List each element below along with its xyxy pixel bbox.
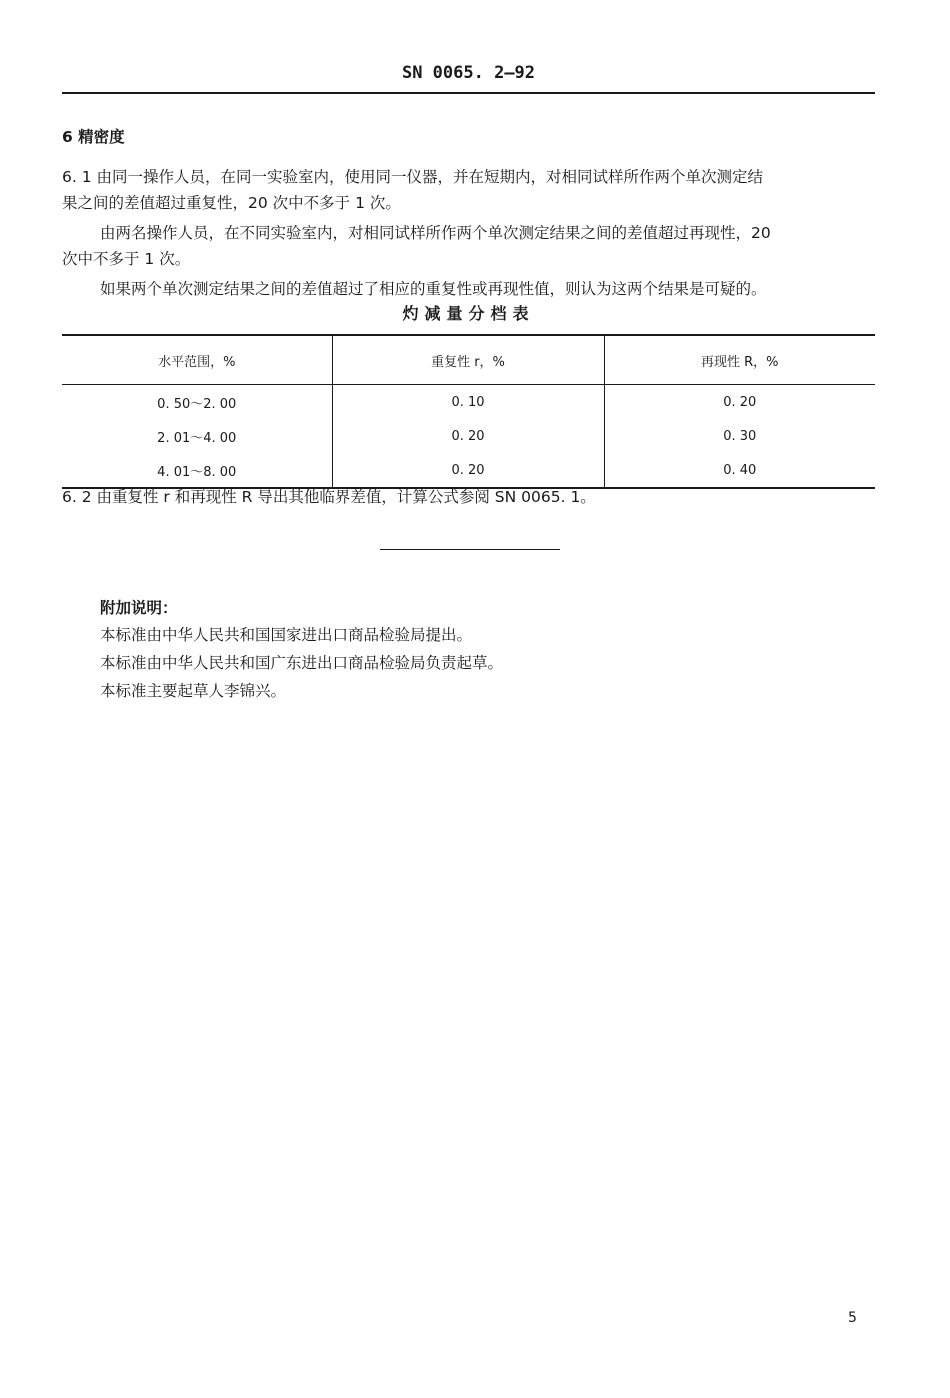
notes-line-2: 本标准由中华人民共和国广东进出口商品检验局负责起草。 <box>100 654 504 672</box>
table-cell: 0. 20 <box>604 385 875 420</box>
paragraph-reproducibility-line-2: 次中不多于 1 次。 <box>62 250 191 268</box>
table-row <box>62 419 875 453</box>
table-cell: 0. 30 <box>604 419 875 453</box>
column-header-level-range: 水平范围，% <box>62 335 332 385</box>
table-cell: 0. 50～2. 00 <box>157 396 237 412</box>
section-heading: 6 精密度 <box>62 128 125 146</box>
column-header-repeatability: 重复性 r，% <box>332 335 604 385</box>
table-row <box>62 385 875 420</box>
table-cell: 0. 40 <box>604 453 875 488</box>
column-header-reproducibility: 再现性 R，% <box>604 335 875 385</box>
table-cell: 4. 01～8. 00 <box>62 453 332 488</box>
table-header-row <box>62 335 875 385</box>
loss-on-ignition-table <box>62 334 875 489</box>
page-number: 5 <box>848 1310 857 1326</box>
paragraph-6-1-line-1: 6. 1 由同一操作人员，在同一实验室内，使用同一仪器，并在短期内，对相同试样所作两个单次测定结 <box>62 168 764 186</box>
table-caption: 灼减量分档表 <box>402 304 535 323</box>
notes-line-1: 本标准由中华人民共和国国家进出口商品检验局提出。 <box>100 626 473 644</box>
table-cell: 0. 20 <box>332 419 604 453</box>
notes-line-3: 本标准主要起草人李锦兴。 <box>100 682 287 700</box>
paragraph-reproducibility-line-1: 由两名操作人员，在不同实验室内，对相同试样所作两个单次测定结果之间的差值超过再现性，20 <box>100 224 771 242</box>
notes-title: 附加说明： <box>100 599 178 617</box>
table-cell: 0. 10 <box>332 385 604 420</box>
paragraph-6-1-line-2: 果之间的差值超过重复性，20 次中不多于 1 次。 <box>62 194 401 212</box>
table-cell: 2. 01～4. 00 <box>157 430 237 446</box>
paragraph-suspicious-results: 如果两个单次测定结果之间的差值超过了相应的重复性或再现性值，则认为这两个结果是可疑的。 <box>100 280 767 298</box>
standard-number: SN 0065. 2—92 <box>401 63 536 83</box>
page-header <box>62 60 875 94</box>
paragraph-6-2: 6. 2 由重复性 r 和再现性 R 导出其他临界差值，计算公式参阅 SN 0065. 1。 <box>62 488 596 506</box>
table-cell: 0. 20 <box>332 453 604 488</box>
section-divider <box>380 549 560 550</box>
table-row <box>62 453 875 488</box>
